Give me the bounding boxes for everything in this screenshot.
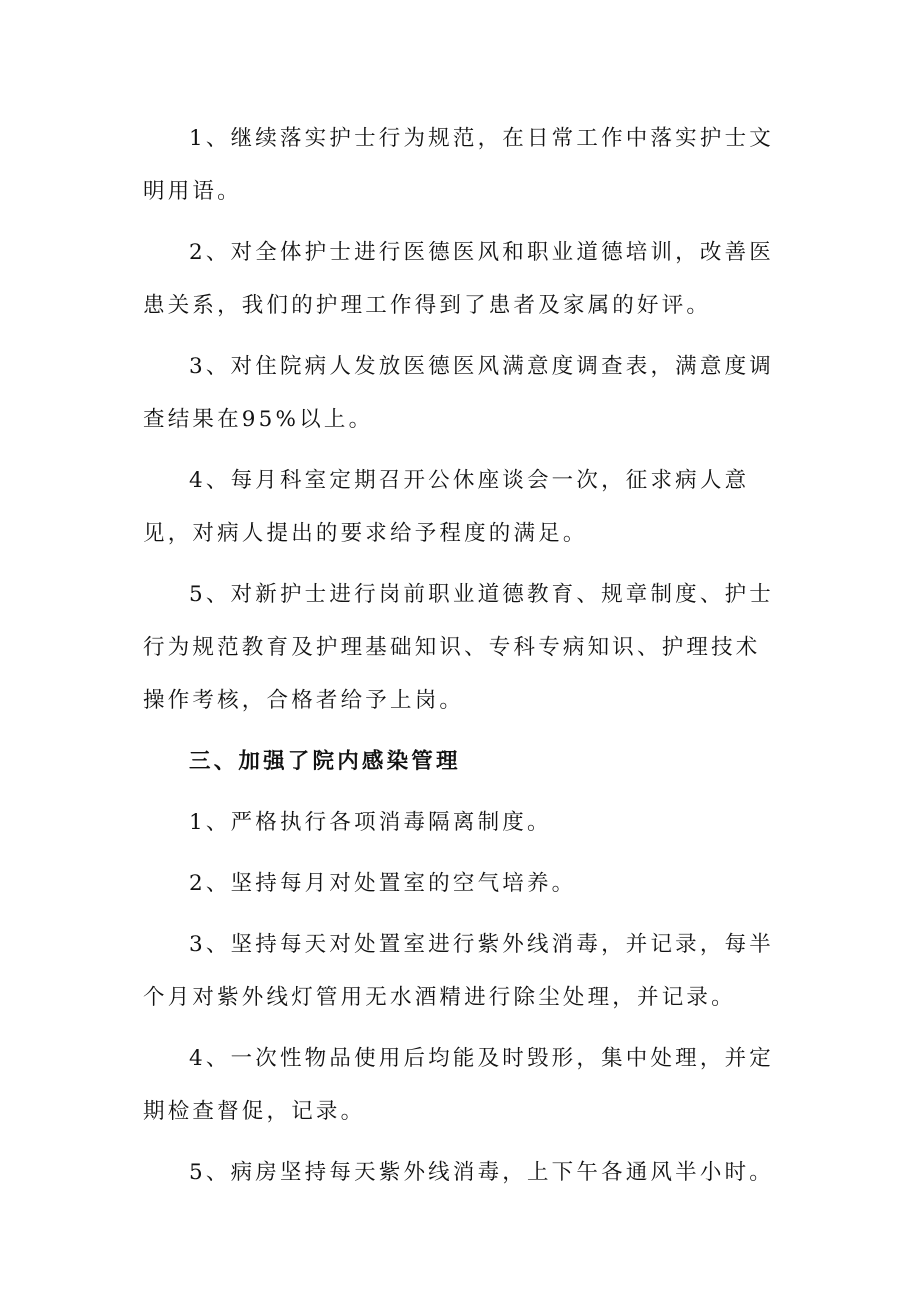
- paragraph-ethics-3: 3、对住院病人发放医德医风满意度调查表，满意度调查结果在95%以上。: [143, 354, 774, 432]
- paragraph-ethics-5: 5、对新护士进行岗前职业道德教育、规章制度、护士行为规范教育及护理基础知识、专科专病知识、护理技术操作考核，合格者给予上岗。: [143, 582, 774, 713]
- paragraph-infection-5: 5、病房坚持每天紫外线消毒，上下午各通风半小时。: [189, 1160, 774, 1185]
- paragraph-ethics-1: 1、继续落实护士行为规范，在日常工作中落实护士文明用语。: [143, 126, 774, 204]
- paragraph-infection-3: 3、坚持每天对处置室进行紫外线消毒，并记录，每半个月对紫外线灯管用无水酒精进行除尘处理，并记录。: [143, 932, 774, 1010]
- document-body: [143, 112, 783, 1207]
- paragraph-infection-4: 4、一次性物品使用后均能及时毁形，集中处理，并定期检查督促，记录。: [143, 1046, 774, 1124]
- paragraph-infection-1: 1、严格执行各项消毒隔离制度。: [189, 810, 552, 835]
- paragraph-infection-2: 2、坚持每月对处置室的空气培养。: [189, 871, 577, 896]
- section-heading: 三、加强了院内感染管理: [189, 749, 461, 774]
- paragraph-ethics-2: 2、对全体护士进行医德医风和职业道德培训，改善医患关系，我们的护理工作得到了患者及家属的好评。: [143, 240, 774, 318]
- paragraph-ethics-4: 4、每月科室定期召开公休座谈会一次，征求病人意见，对病人提出的要求给予程度的满足。: [143, 468, 750, 546]
